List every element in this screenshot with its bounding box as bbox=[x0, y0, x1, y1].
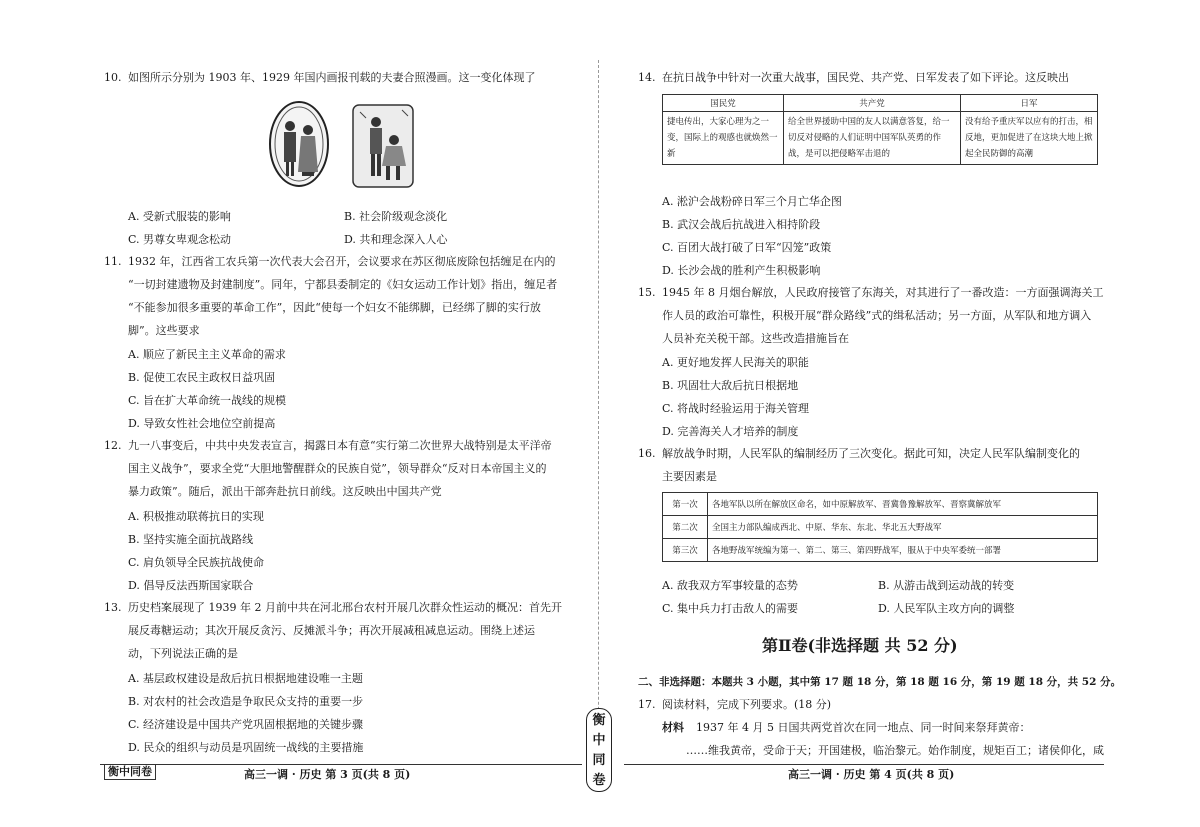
q16-row3-text: 各地野战军统编为第一、第二、第三、第四野战军，服从于中央军委统一部署 bbox=[708, 539, 1098, 562]
q12-option-d[interactable]: D. 倡导反法西斯国家联合 bbox=[128, 579, 254, 592]
q12-option-a[interactable]: A. 积极推动联蒋抗日的实现 bbox=[128, 510, 264, 523]
q16-row2-text: 全国主力部队编成西北、中原、华东、东北、华北五大野战军 bbox=[708, 516, 1098, 539]
q16-option-a[interactable]: A. 敌我双方军事较量的态势 bbox=[662, 579, 798, 592]
q16-option-d[interactable]: D. 人民军队主攻方向的调整 bbox=[878, 602, 1015, 615]
q17-stem: 阅读材料，完成下列要求。(18 分) bbox=[662, 698, 832, 711]
cartoon-1929 bbox=[352, 104, 414, 188]
q16-line-2: 主要因素是 bbox=[662, 470, 717, 483]
q11-line-4: 脚”。这些要求 bbox=[128, 324, 200, 337]
q16-row1-text: 各地军队以所在解放区命名，如中原解放军、晋冀鲁豫解放军、晋察冀解放军 bbox=[708, 493, 1098, 516]
q17-material-line-1: 1937 年 4 月 5 日国共两党首次在同一地点、同一时间来祭拜黄帝： bbox=[696, 721, 1031, 734]
q11-number: 11. bbox=[104, 255, 122, 268]
section-two-title: 第Ⅱ卷(非选择题 共 52 分) bbox=[762, 636, 958, 655]
q16-option-b[interactable]: B. 从游击战到运动战的转变 bbox=[878, 579, 1015, 592]
q10-option-d[interactable]: D. 共和理念深入人心 bbox=[344, 233, 448, 246]
q14-option-b[interactable]: B. 武汉会战后抗战进入相持阶段 bbox=[662, 218, 821, 231]
q14-header-japan: 日军 bbox=[961, 95, 1098, 112]
q17-number: 17. bbox=[638, 698, 656, 711]
q15-option-b[interactable]: B. 巩固壮大敌后抗日根据地 bbox=[662, 379, 799, 392]
q16-line-1: 解放战争时期，人民军队的编制经历了三次变化。据此可知，决定人民军队编制变化的 bbox=[662, 447, 1080, 460]
q15-line-1: 1945 年 8 月烟台解放，人民政府接管了东海关，对其进行了一番改造：一方面强调海关工 bbox=[662, 286, 1104, 299]
q14-comment-table bbox=[662, 94, 1098, 165]
q17-material-line-2: ……维我黄帝，受命于天；开国建极，临治黎元。始作制度，规矩百工；诸侯仰化，咸 bbox=[686, 744, 1104, 757]
seal-char-1: 衡 bbox=[592, 713, 606, 728]
q14-number: 14. bbox=[638, 71, 656, 84]
q14-option-a[interactable]: A. 淞沪会战粉碎日军三个月亡华企图 bbox=[662, 195, 842, 208]
q15-option-a[interactable]: A. 更好地发挥人民海关的职能 bbox=[662, 356, 809, 369]
q14-cell-japan: 没有给予重庆军以应有的打击，相反地，更加促进了在这块大地上掀起全民防御的高潮 bbox=[961, 112, 1098, 165]
q12-line-1: 九一八事变后，中共中央发表宣言，揭露日本有意“实行第二次世界大战特别是太平洋帝 bbox=[128, 439, 552, 452]
q16-row1-label: 第一次 bbox=[663, 493, 708, 516]
seal-char-2: 中 bbox=[592, 733, 606, 748]
seal-char-3: 同 bbox=[592, 753, 606, 768]
q12-option-c[interactable]: C. 肩负领导全民族抗战使命 bbox=[128, 556, 265, 569]
q16-reorg-table bbox=[662, 492, 1098, 562]
q17-material-label: 材料 bbox=[662, 721, 684, 734]
q11-option-d[interactable]: D. 导致女性社会地位空前提高 bbox=[128, 417, 276, 430]
q15-option-d[interactable]: D. 完善海关人才培养的制度 bbox=[662, 425, 799, 438]
q13-option-b[interactable]: B. 对农村的社会改造是争取民众支持的重要一步 bbox=[128, 695, 364, 708]
q16-row3-label: 第三次 bbox=[663, 539, 708, 562]
right-footer-rule bbox=[624, 764, 1104, 765]
q16-number: 16. bbox=[638, 447, 656, 460]
q16-row2-label: 第二次 bbox=[663, 516, 708, 539]
seal-char-4: 卷 bbox=[592, 773, 606, 788]
q13-line-1: 历史档案展现了 1939 年 2 月前中共在河北邢台农村开展几次群众性运动的概况：首先开 bbox=[128, 601, 562, 614]
q10-option-c[interactable]: C. 男尊女卑观念松动 bbox=[128, 233, 232, 246]
q12-option-b[interactable]: B. 坚持实施全面抗战路线 bbox=[128, 533, 254, 546]
q11-line-2: “一切封建遗物及封建制度”。同年，宁都县委制定的《妇女运动工作计划》指出，缠足者 bbox=[128, 278, 558, 291]
q13-option-d[interactable]: D. 民众的组织与动员是巩固统一战线的主要措施 bbox=[128, 741, 364, 754]
q10-option-b[interactable]: B. 社会阶级观念淡化 bbox=[344, 210, 448, 223]
q14-option-c[interactable]: C. 百团大战打破了日军“囚笼”政策 bbox=[662, 241, 832, 254]
q14-header-kmt: 国民党 bbox=[663, 95, 784, 112]
q14-cell-ccp: 给全世界援助中国的友人以满意答复，给一切反对侵略的人们证明中国军队英勇的作战，是可以把侵略军击退的 bbox=[784, 112, 961, 165]
hengzhong-seal bbox=[586, 708, 612, 792]
q10-option-a[interactable]: A. 受新式服装的影响 bbox=[128, 210, 231, 223]
right-page-number: 高三一调 · 历史 第 4 页(共 8 页) bbox=[788, 768, 955, 781]
q13-option-c[interactable]: C. 经济建设是中国共产党巩固根据地的关键步骤 bbox=[128, 718, 364, 731]
q14-cell-kmt: 捷电传出，大家心理为之一变，国际上的观感也就焕然一新 bbox=[663, 112, 784, 165]
q15-option-c[interactable]: C. 将战时经验运用于海关管理 bbox=[662, 402, 810, 415]
q10-number: 10. bbox=[104, 71, 122, 84]
q11-line-1: 1932 年，江西省工农兵第一次代表大会召开，会议要求在苏区彻底废除包括缠足在内的 bbox=[128, 255, 556, 268]
q13-line-3: 动，下列说法正确的是 bbox=[128, 647, 238, 660]
q16-option-c[interactable]: C. 集中兵力打击敌人的需要 bbox=[662, 602, 799, 615]
q11-option-a[interactable]: A. 顺应了新民主主义革命的需求 bbox=[128, 348, 286, 361]
q12-line-3: 暴力政策”。随后，派出干部奔赴抗日前线。这反映出中国共产党 bbox=[128, 485, 442, 498]
q15-number: 15. bbox=[638, 286, 656, 299]
q15-line-3: 人员补充关税干部。这些改造措施旨在 bbox=[662, 332, 849, 345]
q14-stem: 在抗日战争中针对一次重大战事，国民党、共产党、日军发表了如下评论。这反映出 bbox=[662, 71, 1069, 84]
q13-option-a[interactable]: A. 基层政权建设是敌后抗日根据地建设唯一主题 bbox=[128, 672, 363, 685]
left-footer-rule bbox=[100, 764, 582, 765]
q11-option-b[interactable]: B. 促使工农民主政权日益巩固 bbox=[128, 371, 276, 384]
q13-line-2: 展反毒糖运动；其次开展反贪污、反摊派斗争；再次开展减租减息运动。围绕上述运 bbox=[128, 624, 535, 637]
q11-line-3: “不能参加很多重要的革命工作”，因此“使每一个妇女不能绑脚，已经绑了脚的实行放 bbox=[128, 301, 541, 314]
q11-option-c[interactable]: C. 旨在扩大革命统一战线的规模 bbox=[128, 394, 287, 407]
cartoon-1903 bbox=[268, 100, 330, 188]
left-page-number: 高三一调 · 历史 第 3 页(共 8 页) bbox=[244, 768, 411, 781]
q15-line-2: 作人员的政治可靠性，积极开展“群众路线”式的缉私活动；另一方面，从军队和地方调入 bbox=[662, 309, 1092, 322]
q13-number: 13. bbox=[104, 601, 122, 614]
q10-stem: 如图所示分别为 1903 年、1929 年国内画报刊载的夫妻合照漫画。这一变化体现了 bbox=[128, 71, 536, 84]
section-two-note: 二、非选择题：本题共 3 小题，其中第 17 题 18 分，第 18 题 16 分，第 19 题 18 分，共 52 分。 bbox=[638, 676, 1122, 688]
q12-number: 12. bbox=[104, 439, 122, 452]
q14-header-ccp: 共产党 bbox=[784, 95, 961, 112]
q12-line-2: 国主义战争”，要求全党“大胆地警醒群众的民族自觉”，领导群众“反对日本帝国主义的 bbox=[128, 462, 547, 475]
q14-option-d[interactable]: D. 长沙会战的胜利产生积极影响 bbox=[662, 264, 821, 277]
brand-label: 衡中同卷 bbox=[104, 764, 156, 780]
page-divider bbox=[598, 60, 599, 780]
